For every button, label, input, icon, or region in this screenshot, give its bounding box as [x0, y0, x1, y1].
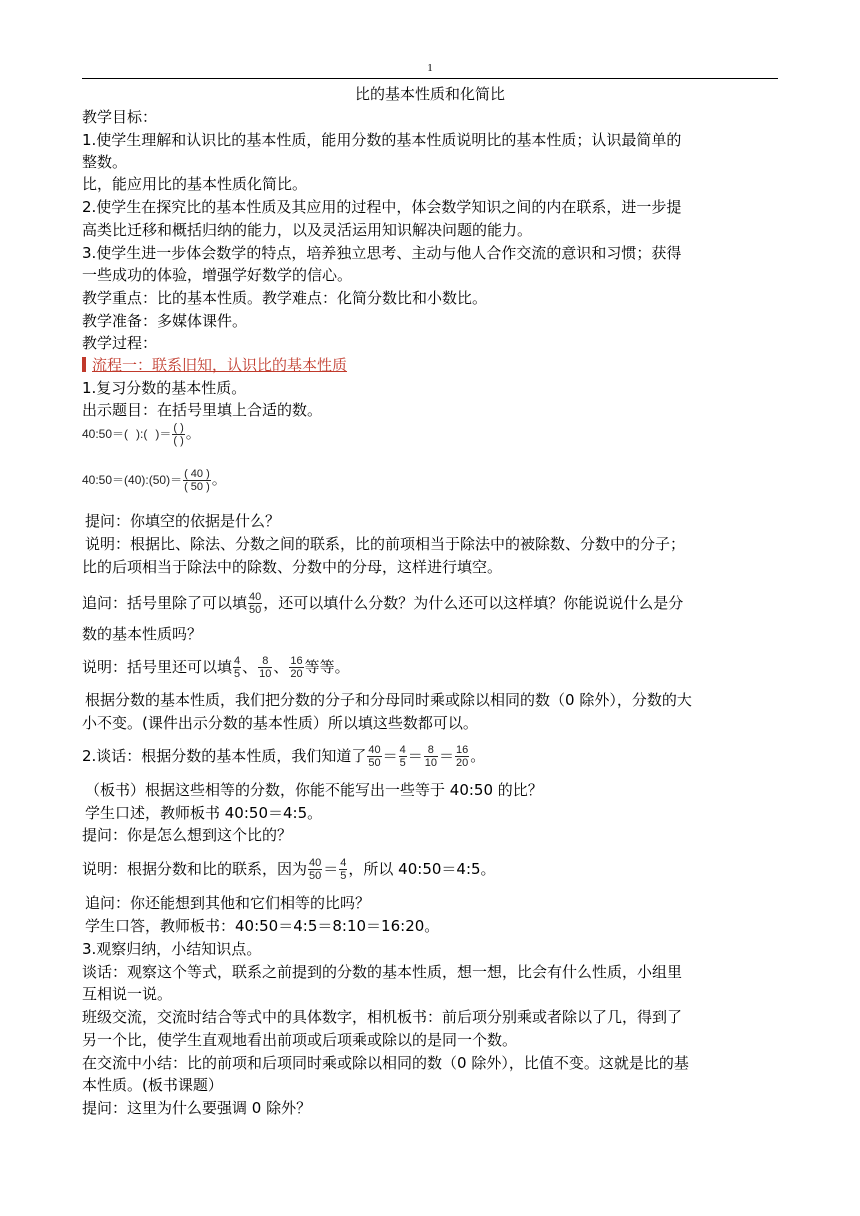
fraction-16-20: $\frac{16}{20}$	[456, 744, 469, 769]
goal-1-line-c: 比，能应用比的基本性质化简比。	[82, 175, 308, 193]
document-title: 比的基本性质和化简比	[354, 85, 505, 103]
explain-2: 说明：括号里还可以填 $\frac{4}{5}$ 、 $\frac{8}{10}$ 、 $\frac{16}{20}$ 等等。	[82, 655, 350, 680]
goal-2-line-b: 高类比迁移和概括归纳的能力，以及灵活运用知识解决问题的能力。	[82, 221, 533, 239]
fraction-4-5: $\frac{4}{5}$	[340, 857, 347, 882]
followup-2: 追问：你还能想到其他和它们相等的比吗？	[85, 894, 371, 912]
board-1: （板书）根据这些相等的分数，你能不能写出一些等于 40:50 的比？	[85, 781, 543, 799]
fraction-8-10: $\frac{8}{10}$	[259, 655, 272, 680]
ask-3: 提问：这里为什么要强调 0 除外？	[82, 1099, 312, 1117]
equation-2: 40:50＝(40):(50)＝ $\frac{( 40 )}{( 50 )}$ 。	[82, 468, 227, 494]
talk-3-line-a: 谈话：观察这个等式，联系之前提到的分数的基本性质，想一想，比会有什么性质，小组里	[82, 963, 683, 981]
equation-2-fraction: $\frac{( 40 )}{( 50 )}$	[184, 468, 210, 494]
followup-1-line-a: 追问：括号里除了可以填 $\frac{40}{50}$ ，还可以填什么分数？为什么还可以这样填？你能说说什么是分	[82, 591, 684, 616]
summary-line-a: 在交流中小结：比的前项和后项同时乘或除以相同的数（0 除外），比值不变。这就是比的基	[82, 1054, 689, 1072]
goals-label: 教学目标：	[82, 108, 158, 126]
process-label: 教学过程：	[82, 334, 158, 352]
step-3: 3.观察归纳，小结知识点。	[82, 940, 262, 958]
explain-1-line-b: 比的后项相当于除法中的除数、分数中的分母，这样进行填空。	[82, 558, 503, 576]
goal-2-line-a: 2.使学生在探究比的基本性质及其应用的过程中，体会数学知识之间的内在联系，进一步提	[82, 198, 682, 216]
explain-3-line-a: 根据分数的基本性质，我们把分数的分子和分母同时乘或除以相同的数（0 除外），分数的大	[85, 691, 692, 709]
fraction-4-5: $\frac{4}{5}$	[399, 744, 406, 769]
student-2: 学生口答，教师板书：40:50＝4:5＝8:10＝16:20。	[85, 917, 440, 935]
preparation: 教学准备：多媒体课件。	[82, 312, 248, 330]
goal-1-line-b: 整数。	[82, 153, 128, 171]
exchange-line-b: 另一个比，使学生直观地看出前项或后项乘或除以的是同一个数。	[82, 1031, 518, 1049]
page-number: 1	[427, 62, 433, 74]
explain-4: 说明：根据分数和比的联系，因为 $\frac{40}{50}$ ＝ $\frac{4}{5}$ ，所以 40:50＝4:5。	[82, 857, 496, 882]
ask-2: 提问：你是怎么想到这个比的？	[82, 826, 293, 844]
goal-3-line-a: 3.使学生进一步体会数学的特点，培养独立思考、主动与他人合作交流的意识和习惯；获得	[82, 244, 682, 262]
goal-1-line-a: 1.使学生理解和认识比的基本性质，能用分数的基本性质说明比的基本性质；认识最简单的	[82, 131, 682, 149]
followup-1-line-b: 数的基本性质吗？	[82, 625, 203, 643]
equation-1: 40:50＝( ):( )＝ $\frac{( )}{( )}$ 。	[82, 422, 201, 448]
fraction-8-10: $\frac{8}{10}$	[424, 744, 437, 769]
exchange-line-a: 班级交流，交流时结合等式中的具体数字，相机板书：前后项分别乘或者除以了几，得到了	[82, 1008, 683, 1026]
equation-1-fraction: $\frac{( )}{( )}$	[173, 422, 184, 448]
talk-3-line-b: 互相说一说。	[82, 985, 173, 1003]
show-question: 出示题目：在括号里填上合适的数。	[82, 401, 323, 419]
section-1-heading-text: 流程一：联系旧知，认识比的基本性质	[92, 356, 348, 374]
heading-marker	[82, 357, 86, 372]
section-1-heading	[82, 355, 347, 375]
explain-1-line-a: 说明：根据比、除法、分数之间的联系，比的前项相当于除法中的被除数、分数中的分子；	[85, 535, 686, 553]
fraction-40-50: $\frac{40}{50}$	[249, 591, 262, 616]
key-points: 教学重点：比的基本性质。教学难点：化简分数比和小数比。	[82, 289, 488, 307]
student-1: 学生口述，教师板书 40:50＝4:5。	[85, 804, 323, 822]
summary-line-b: 本性质。(板书课题）	[82, 1076, 223, 1094]
fraction-40-50: $\frac{40}{50}$	[309, 857, 322, 882]
fraction-16-20: $\frac{16}{20}$	[290, 655, 303, 680]
talk-2: 2.谈话：根据分数的基本性质，我们知道了 $\frac{40}{50}$ ＝ $\frac{4}{5}$ ＝ $\frac{8}{10}$ ＝ $\frac{16}{20}$ 。	[82, 744, 486, 769]
explain-3-line-b: 小不变。(课件出示分数的基本性质）所以填这些数都可以。	[82, 714, 478, 732]
fraction-40-50: $\frac{40}{50}$	[368, 744, 381, 769]
step-1: 1.复习分数的基本性质。	[82, 379, 247, 397]
header-rule	[82, 78, 778, 79]
ask-1: 提问：你填空的依据是什么？	[85, 512, 281, 530]
fraction-4-5: $\frac{4}{5}$	[234, 655, 241, 680]
goal-3-line-b: 一些成功的体验，增强学好数学的信心。	[82, 266, 353, 284]
